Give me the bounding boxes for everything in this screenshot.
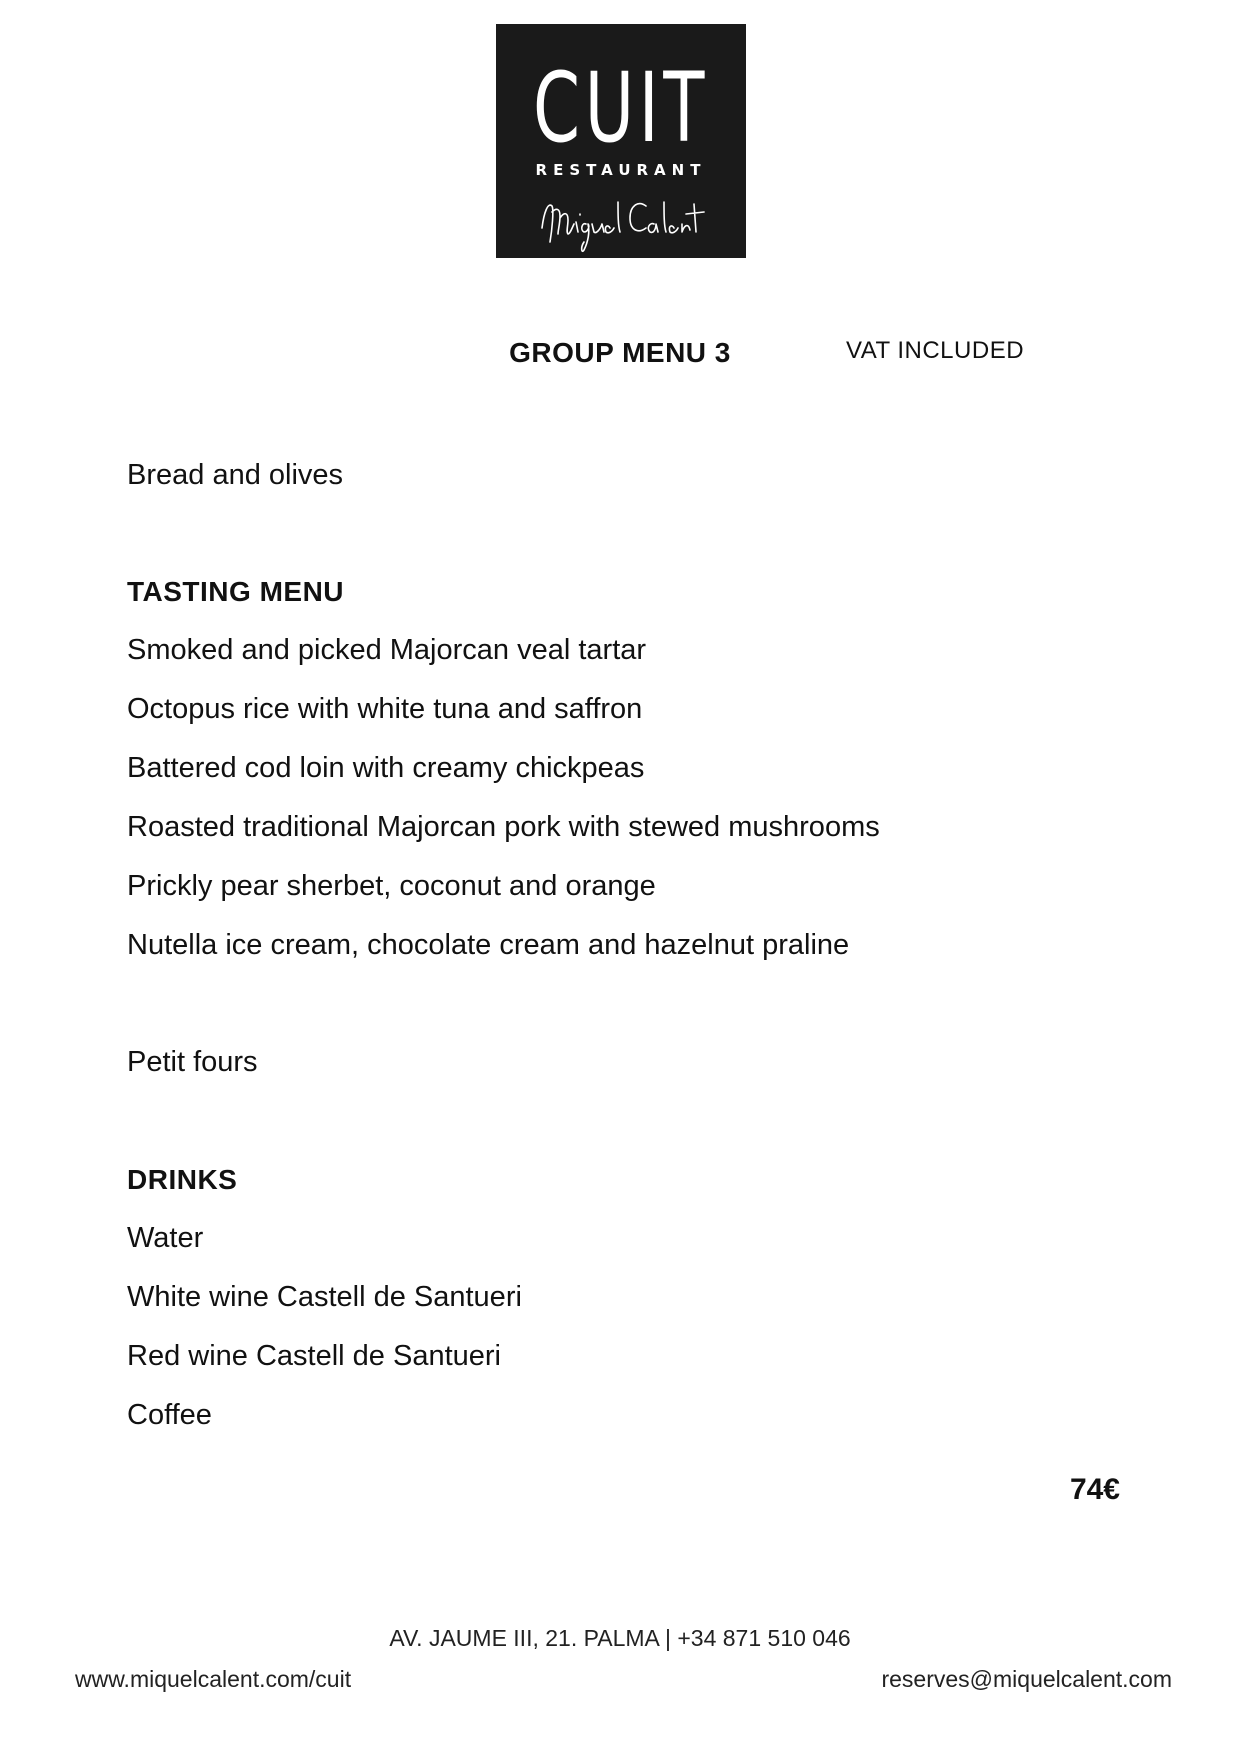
signature-icon [534,184,708,256]
footer-address: AV. JAUME III, 21. PALMA | +34 871 510 046 [389,1625,851,1651]
drinks-item: Coffee [127,1399,212,1431]
drinks-item: Red wine Castell de Santueri [127,1340,501,1372]
drinks-heading: DRINKS [127,1164,238,1195]
footer-email-link[interactable]: reserves@miquelcalent.com [881,1666,1172,1692]
tasting-menu-item: Prickly pear sherbet, coconut and orange [127,870,656,902]
tasting-menu-heading: TASTING MENU [127,576,345,607]
petit-fours-item: Petit fours [127,1046,258,1078]
menu-price: 74€ [1069,1473,1120,1506]
tasting-menu-item: Octopus rice with white tuna and saffron [127,693,643,725]
logo-brand-text: CUIT [532,52,710,164]
tasting-menu-item: Nutella ice cream, chocolate cream and hazelnut praline [127,929,850,961]
tasting-menu-item: Roasted traditional Majorcan pork with stewed mushrooms [127,811,880,843]
tasting-menu-item: Smoked and picked Majorcan veal tartar [127,634,647,666]
drinks-item: Water [127,1222,204,1254]
logo-subtitle: RESTAURANT [535,161,707,179]
footer-website-link[interactable]: www.miquelcalent.com/cuit [75,1666,352,1692]
menu-title: GROUP MENU 3 [509,337,731,368]
vat-note: VAT INCLUDED [846,337,1025,364]
restaurant-logo [496,24,746,258]
drinks-item: White wine Castell de Santueri [127,1281,522,1313]
tasting-menu-item: Battered cod loin with creamy chickpeas [127,752,645,784]
starter-item: Bread and olives [127,459,344,491]
